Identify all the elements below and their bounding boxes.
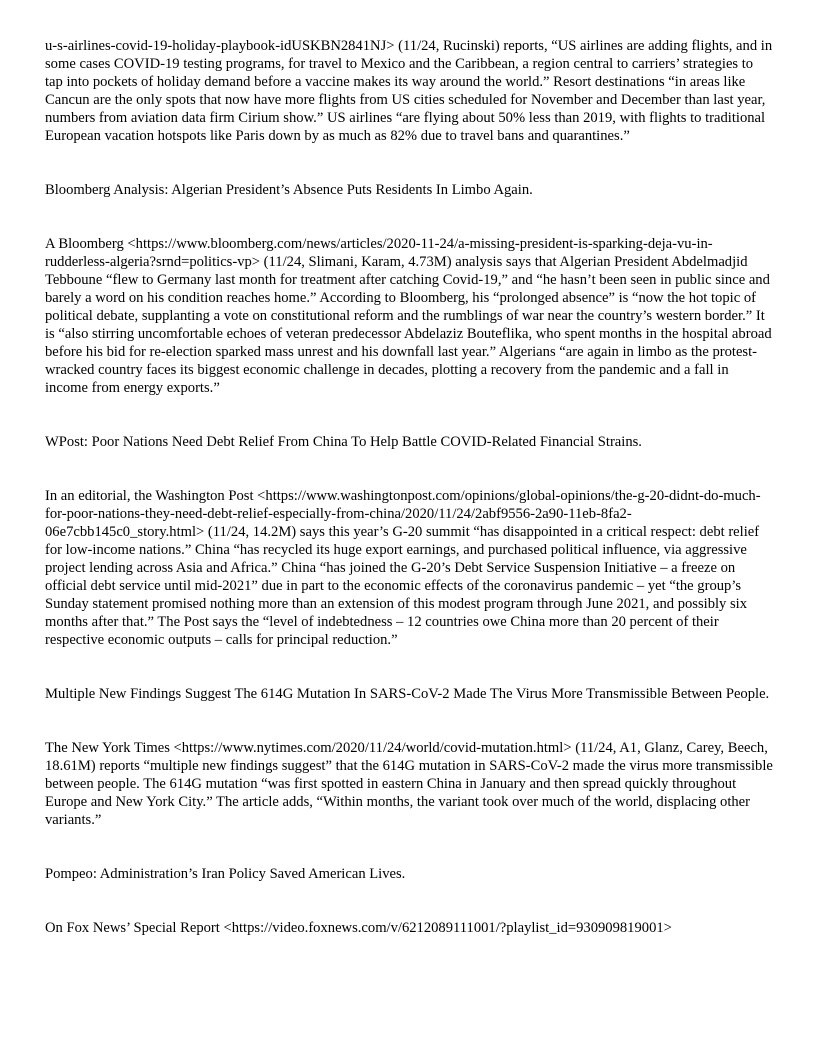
paragraph-fox-news: On Fox News’ Special Report <https://video.foxnews.com/v/6212089111001/?playlist_id=930909819001> [45, 920, 672, 936]
spacer [45, 145, 774, 181]
spacer [45, 829, 774, 865]
spacer [45, 703, 774, 739]
spacer [45, 649, 774, 685]
paragraph-bloomberg-algeria: A Bloomberg <https://www.bloomberg.com/news/articles/2020-11-24/a-missing-president-is-sparking-deja-vu-in-rudderless-algeria?srnd=politics-vp> (11/24, Slimani, Karam, 4.73M) analysis says that Algerian President Abdelmadjid Tebboune “flew to Germany last month for treatment after catching Covid-19,” and “he hasn’t been seen in public since and barely a word on his condition reaches home.” According to Bloomberg, his “prolonged absence” is “now the hot topic of political debate, supplanting a vote on constitutional reform and the rumblings of war near the country’s western border.” It is “also stirring uncomfortable echoes of veteran predecessor Abdelaziz Bouteflika, who spent months in the hospital abroad before his bid for re-election sparked mass unrest and his downfall last year.” Algerians “are again in limbo as the protest-wracked country faces its biggest economic challenge in decades, plotting a recovery from the pandemic and a fall in income from energy exports.” [45, 236, 772, 396]
headline-pompeo-iran: Pompeo: Administration’s Iran Policy Saved American Lives. [45, 866, 406, 882]
spacer [45, 451, 774, 487]
paragraph-us-airlines: u-s-airlines-covid-19-holiday-playbook-idUSKBN2841NJ> (11/24, Rucinski) reports, “US airlines are adding flights, and in some cases COVID-19 testing programs, for travel to Mexico and the Caribbean, a region central to carriers’ strategies to tap into pockets of holiday demand before a vaccine makes its way around the world.” Resort destinations “in areas like Cancun are the only spots that now have more flights from US cities scheduled for November and December than last year, numbers from aviation data firm Cirium show.” US airlines “are flying about 50% less than 2019, with flights to traditional European vacation hotspots like Paris down by as much as 82% due to travel bans and quarantines.” [45, 38, 773, 144]
headline-614g-mutation: Multiple New Findings Suggest The 614G Mutation In SARS-CoV-2 Made The Virus More Transmissible Between People. [45, 686, 770, 702]
spacer [45, 199, 774, 235]
headline-debt-relief-china: WPost: Poor Nations Need Debt Relief From China To Help Battle COVID-Related Financial Strains. [45, 434, 642, 450]
paragraph-wpost-editorial: In an editorial, the Washington Post <https://www.washingtonpost.com/opinions/global-opinions/the-g-20-didnt-do-much-for-poor-nations-they-need-debt-relief-especially-from-china/2020/11/24/2abf9556-2a90-11eb-8fa2-06e7cbb145c0_story.html> (11/24, 14.2M) says this year’s G-20 summit “has disappointed in a critical respect: debt relief for low-income nations.” China “has recycled its huge export earnings, and purchased political influence, via aggressive project lending across Asia and Africa.” China “has joined the G-20’s Debt Service Suspension Initiative – a freeze on official debt service until mid-2021” due in part to the economic effects of the coronavirus pandemic – yet “the group’s Sunday statement promised nothing more than an extension of this modest program through June 2021, and possibly six months after that.” The Post says the “level of indebtedness – 12 countries owe China more than 20 percent of their respective economic outputs – calls for principal reduction.” [45, 488, 761, 648]
headline-algerian-president: Bloomberg Analysis: Algerian President’s Absence Puts Residents In Limbo Again. [45, 182, 533, 198]
spacer [45, 883, 774, 919]
spacer [45, 397, 774, 433]
document-page [45, 37, 774, 937]
paragraph-nytimes-mutation: The New York Times <https://www.nytimes.com/2020/11/24/world/covid-mutation.html> (11/24, A1, Glanz, Carey, Beech, 18.61M) reports “multiple new findings suggest” that the 614G mutation in SARS-CoV-2 made the virus more transmissible between people. The 614G mutation “was first spotted in eastern China in January and then spread quickly throughout Europe and New York City.” The article adds, “Within months, the variant took over much of the world, displacing other variants.” [45, 740, 773, 828]
